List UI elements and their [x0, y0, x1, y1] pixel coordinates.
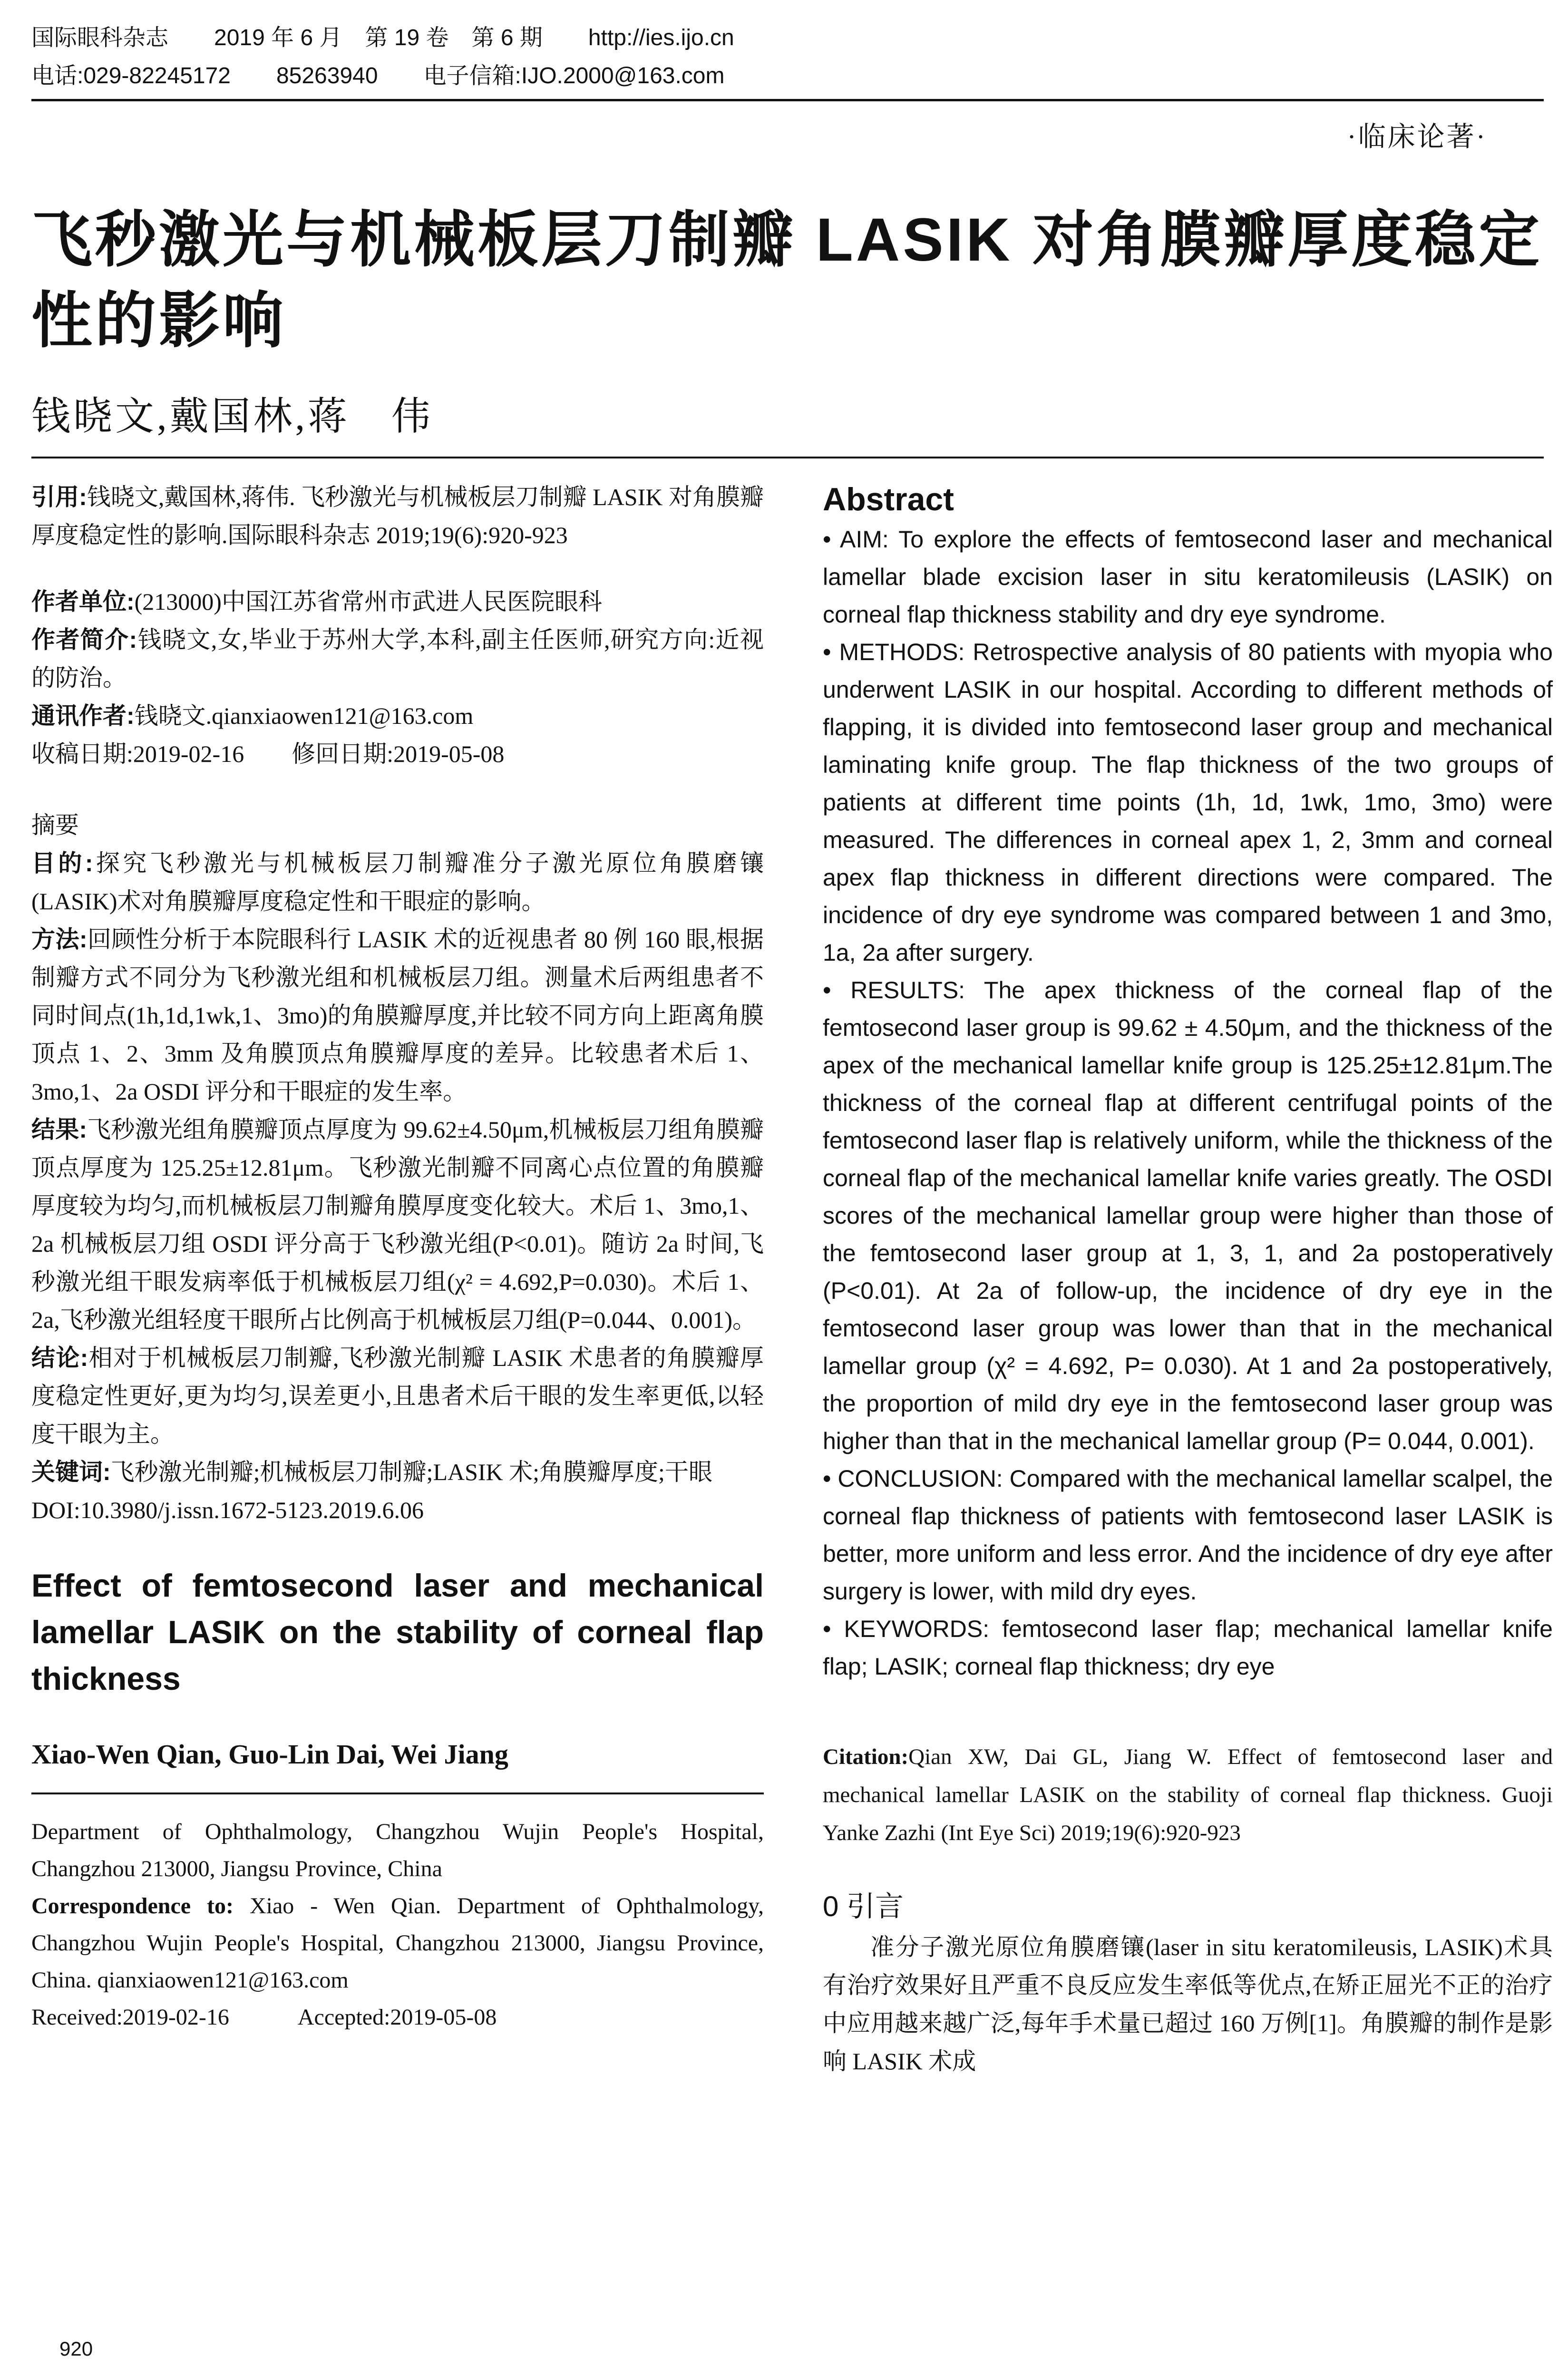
english-department: Department of Ophthalmology, Changzhou Wujin People's Hospital, Changzhou 213000, Jiangsu Province, China [31, 1819, 764, 1881]
author-unit [31, 583, 764, 621]
english-citation-text: Qian XW, Dai GL, Jiang W. Effect of femtosecond laser and mechanical lamellar LASIK on the stability of corneal flap thickness. Guoji Yanke Zazhi (Int Eye Sci) 2019;19(6):920-923 [823, 1744, 1553, 1845]
header-rule [31, 99, 1544, 101]
introduction-heading: 0 引言 [823, 1890, 904, 1922]
english-authors-rule [31, 1792, 764, 1794]
keywords-text-cn: 飞秒激光制瓣;机械板层刀制瓣;LASIK 术;角膜瓣厚度;干眼 [110, 1459, 712, 1485]
abstract-methods-en: • METHODS: Retrospective analysis of 80 patients with myopia who underwent LASIK in our hospital. According to different methods of flapping, it is divided into femtosecond laser group and mechanical laminating knife group. The flap thickness of the two groups of patients at different time points (1h, 1d, 1wk, 1mo, 3mo) were measured. The differences in corneal apex 1, 2, 3mm and corneal apex flap thickness in different directions were compared. The incidence of dry eye syndrome was compared between 1 and 3mo, 1a, 2a after surgery. [823, 639, 1553, 966]
english-correspondence-label: Correspondence to: [31, 1893, 234, 1919]
english-correspondence-text: Xiao - Wen Qian. Department of Ophthalmology, Changzhou Wujin People's Hospital, Changzhou 213000, Jiangsu Province, China. qianxiaowen121@163.com [31, 1893, 764, 1993]
author-unit-text: (213000)中国江苏省常州市武进人民医院眼科 [134, 588, 602, 615]
journal-header-line-1: 国际眼科杂志 2019 年 6 月 第 19 卷 第 6 期 http://ies.ijo.cn [31, 25, 734, 50]
left-column [31, 478, 764, 2036]
author-bio-text: 钱晓文,女,毕业于苏州大学,本科,副主任医师,研究方向:近视的防治。 [31, 626, 764, 691]
abstract-heading-cn: 摘要 [31, 812, 79, 838]
citation-label: 引用: [31, 484, 87, 510]
author-bio-label: 作者简介: [31, 626, 137, 653]
author-unit-label: 作者单位: [31, 588, 135, 615]
conclusion-label-cn: 结论: [31, 1344, 88, 1371]
aim-label-cn: 目的: [31, 850, 93, 877]
corresponding-author-text: 钱晓文.qianxiaowen121@163.com [134, 702, 474, 729]
english-citation [823, 1738, 1553, 1852]
keywords-cn [31, 1453, 764, 1491]
corresponding-author [31, 697, 764, 735]
right-column [823, 478, 1553, 2080]
abstract-conclusion-en: • CONCLUSION: Compared with the mechanical lamellar scalpel, the corneal flap thickness of patients with femtosecond laser LASIK is better, more uniform and less error. And the incidence of dry eye after surgery is lower, with mild dry eyes. [823, 1465, 1553, 1605]
introduction-text: 准分子激光原位角膜磨镶(laser in situ keratomileusis, LASIK)术具有治疗效果好且严重不良反应发生率低等优点,在矫正屈光不正的治疗中应用越来越广泛,每年手术量已超过 160 万例[1]。角膜瓣的制作是影响 LASIK 术成 [823, 1934, 1553, 2075]
aim-text-cn: 探究飞秒激光与机械板层刀制瓣准分子激光原位角膜磨镶(LASIK)术对角膜瓣厚度稳定性和干眼症的影响。 [31, 850, 764, 915]
abstract-heading-en: Abstract [823, 481, 954, 517]
doi: DOI:10.3980/j.issn.1672-5123.2019.6.06 [31, 1497, 424, 1523]
journal-header-line-2: 电话:029-82245172 85263940 电子信箱:IJO.2000@163.com [31, 63, 725, 88]
received-revised-dates: 收稿日期:2019-02-16 修回日期:2019-05-08 [31, 740, 505, 767]
results-label-cn: 结果: [31, 1116, 88, 1143]
methods-text-cn: 回顾性分析于本院眼科行 LASIK 术的近视患者 80 例 160 眼,根据制瓣方式不同分为飞秒激光组和机械板层刀组。测量术后两组患者不同时间点(1h,1d,1wk,1、3mo)的角膜瓣厚度,并比较不同方向上距离角膜顶点 1、2、3mm 及角膜顶点角膜瓣厚度的差异。比较患者术后 1、3mo,1、2a OSDI 评分和干眼症的发生率。 [31, 926, 764, 1105]
abstract-aim-cn [31, 844, 764, 920]
english-dates: Received:2019-02-16 Accepted:2019-05-08 [31, 2005, 497, 2030]
english-correspondence [31, 1888, 764, 1999]
title-rule [31, 457, 1544, 458]
abstract-results-cn [31, 1111, 764, 1339]
english-authors: Xiao-Wen Qian, Guo-Lin Dai, Wei Jiang [31, 1739, 508, 1770]
corresponding-author-label: 通讯作者: [31, 702, 135, 729]
author-bio [31, 621, 764, 697]
english-title: Effect of femtosecond laser and mechanical lamellar LASIK on the stability of corneal flap thickness [31, 1568, 764, 1697]
keywords-label-cn: 关键词: [31, 1459, 111, 1485]
abstract-methods-cn [31, 920, 764, 1111]
conclusion-text-cn: 相对于机械板层刀制瓣,飞秒激光制瓣 LASIK 术患者的角膜瓣厚度稳定性更好,更为均匀,误差更小,且患者术后干眼的发生率更低,以轻度干眼为主。 [31, 1344, 764, 1447]
keywords-en: • KEYWORDS: femtosecond laser flap; mechanical lamellar knife flap; LASIK; corneal flap thickness; dry eye [823, 1616, 1553, 1680]
article-authors: 钱晓文,戴国林,蒋 伟 [31, 395, 434, 438]
citation-text: 钱晓文,戴国林,蒋伟. 飞秒激光与机械板层刀制瓣 LASIK 对角膜瓣厚度稳定性的影响.国际眼科杂志 2019;19(6):920-923 [31, 484, 764, 548]
abstract-results-en: • RESULTS: The apex thickness of the corneal flap of the femtosecond laser group is 99.62 ± 4.50μm, and the thickness of the apex of the mechanical lamellar knife group is 125.25±12.81μm.The thickness of the corneal flap at different centrifugal points of the femtosecond laser flap is relatively uniform, while the thickness of the corneal flap of the mechanical lamellar knife varies greatly. The OSDI scores of the mechanical lamellar group were higher than those of the femtosecond laser group at 1, 3, 1, and 2a postoperatively (P<0.01). At 2a of follow-up, the incidence of dry eye in the femtosecond laser group was lower than that in the mechanical lamellar group (χ² = 4.692, P= 0.030). At 1 and 2a postoperatively, the proportion of mild dry eye in the femtosecond laser group was higher than that in the mechanical lamellar group (P= 0.044, 0.001). [823, 977, 1553, 1454]
section-tag: ·临床论著· [1347, 121, 1487, 152]
page-number: 920 [59, 2338, 93, 2360]
abstract-aim-en: • AIM: To explore the effects of femtosecond laser and mechanical lamellar blade excision laser in situ keratomileusis (LASIK) on corneal flap thickness stability and dry eye syndrome. [823, 526, 1553, 628]
citation-block [31, 478, 764, 554]
abstract-conclusion-cn [31, 1339, 764, 1453]
methods-label-cn: 方法: [31, 926, 88, 953]
article-title: 飞秒激光与机械板层刀制瓣 LASIK 对角膜瓣厚度稳定性的影响 [31, 206, 1543, 355]
english-citation-label: Citation: [823, 1744, 909, 1769]
results-text-cn: 飞秒激光组角膜瓣顶点厚度为 99.62±4.50μm,机械板层刀组角膜瓣顶点厚度为 125.25±12.81μm。飞秒激光制瓣不同离心点位置的角膜瓣厚度较为均匀,而机械板层刀制瓣角膜厚度变化较大。术后 1、3mo,1、2a 机械板层刀组 OSDI 评分高于飞秒激光组(P<0.01)。随访 2a 时间,飞秒激光组干眼发病率低于机械板层刀组(χ² = 4.692,P=0.030)。术后 1、2a,飞秒激光组轻度干眼所占比例高于机械板层刀组(P=0.044、0.001)。 [31, 1116, 764, 1333]
